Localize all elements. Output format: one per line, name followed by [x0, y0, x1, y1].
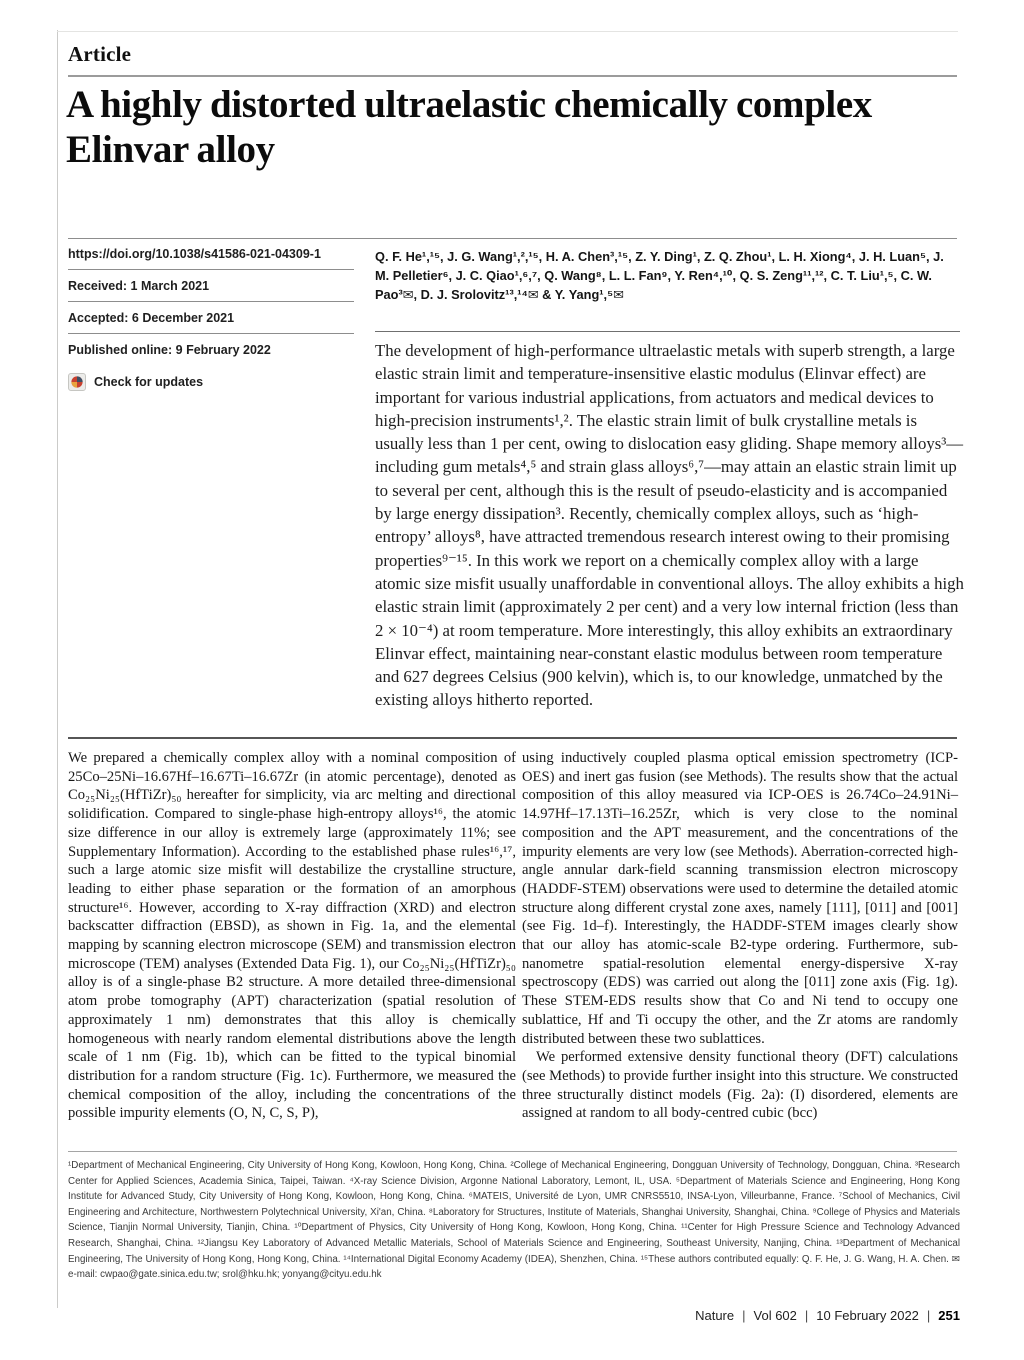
- footer-separator: |: [804, 1308, 809, 1323]
- affiliation-list: ¹Department of Mechanical Engineering, City University of Hong Kong, Kowloon, Hong Kong, China. ²College of Mechanical Engineering, Dongguan University of Technology, Dongguan, China. ³Research Center for Applied Sciences, Academia Sinica, Taipei, Taiwan. ⁴X-ray Science Division, Argonne National Laboratory, Lemont, IL, USA. ⁵Department of Materials Science and Engineering, Hong Kong Institute for Advanced Study, City University of Hong Kong, Kowloon, Hong Kong, China. ⁶MATEIS, Université de Lyon, UMR CNRS5510, INSA-Lyon, Villeurbanne, France. ⁷School of Mechanics, Civil Engineering and Architecture, Northwestern Polytechnical University, Xi'an, China. ⁸Laboratory for Structures, Institute of Materials, Shanghai University, Shanghai, China. ⁹College of Physics and Materials Science, Tianjin Normal University, Tianjin, China. ¹⁰Department of Physics, City University of Hong Kong, Kowloon, Hong Kong, China. ¹¹Center for High Pressure Science and Technology Advanced Research, Shanghai, China. ¹²Jiangsu Key Laboratory of Advanced Metallic Materials, School of Materials Science and Engineering, Southeast University, Nanjing, China. ¹³Department of Mechanical Engineering, The University of Hong Kong, Hong Kong, China. ¹⁴International Digital Economy Academy (IDEA), Shenzhen, China. ¹⁵These authors contributed equally: Q. F. He, J. G. Wang, H. A. Chen.: [68, 1160, 960, 1265]
- corresponding-email[interactable]: ✉e-mail: cwpao@gate.sinica.edu.tw; srol@hku.hk; yonyang@cityu.edu.hk: [68, 1253, 960, 1281]
- footnote-divider: [68, 1151, 957, 1152]
- body-paragraph: We prepared a chemically complex alloy with a nominal composition of 25Co–25Ni–16.67Hf–16.67Ti–16.67Zr (in atomic percentage), denoted as Co₂₅Ni₂₅(HfTiZr)₅₀ hereafter for simplicity, via arc melting and directional solidification. Compared to single-phase high-entropy alloys¹⁶, the atomic size difference in our alloy is extremely large (approximately 11%; see Supplementary Information). According to the established phase rules¹⁶,¹⁷, such a large atomic size misfit will destabilize the crystalline structure, leading to either phase separation or the formation of an amorphous structure¹⁶. However, according to X-ray diffraction (XRD) and electron backscatter diffraction (EBSD), as shown in Fig. 1a, and the elemental mapping by scanning electron microscope (SEM) and transmission electron microscope (TEM) analyses (Extended Data Fig. 1), our Co₂₅Ni₂₅(HfTiZr)₅₀ alloy is of a single-phase B2 structure. A more detailed three-dimensional atom probe tomography (APT) characterization (spatial resolution of approximately 1 nm) demonstrates that this alloy is chemically homogeneous with nearly random elemental distributions above the length scale of 1 nm (Fig. 1b), which can be fitted to the typical binomial distribution for a random structure (Fig. 1c). Furthermore, we measured the chemical composition of the alloy, including the concentrations of the possible impurity elements (O, N, C, S, P),: [68, 750, 516, 1122]
- body-paragraph: We performed extensive density functional theory (DFT) calculations (see Methods) to provide further insight into this structure. We constructed three structurally distinct models (Fig. 2a): (I) disordered, elements are assigned at random to all body-centred cubic (bcc): [522, 1049, 958, 1122]
- issue-date: 10 February 2022: [816, 1308, 919, 1323]
- page-footer: [695, 1308, 960, 1324]
- footer-separator: |: [742, 1308, 746, 1323]
- affiliations-footnotes: [68, 1158, 960, 1283]
- footer-separator: |: [926, 1308, 931, 1323]
- body-column-left: [68, 749, 516, 1123]
- received-date: Received: 1 March 2021: [68, 270, 354, 302]
- page-edge-line: [57, 30, 58, 1308]
- page-edge-line-top: [57, 31, 958, 32]
- crossmark-icon: [68, 373, 86, 391]
- check-for-updates-button[interactable]: [68, 373, 354, 391]
- page-title: A highly distorted ultraelastic chemically complex Elinvar alloy: [66, 83, 872, 171]
- published-date: Published online: 9 February 2022: [68, 343, 271, 357]
- doi-link[interactable]: https://doi.org/10.1038/s41586-021-04309-1: [68, 238, 354, 270]
- author-list: Q. F. He¹,¹⁵, J. G. Wang¹,²,¹⁵, H. A. Chen³,¹⁵, Z. Y. Ding¹, Z. Q. Zhou¹, L. H. Xiong⁴, J. H. Luan⁵, J. M. Pelletier⁶, J. C. Qiao¹,⁶,⁷, Q. Wang⁸, L. L. Fan⁹, Y. Ren⁴,¹⁰, Q. S. Zeng¹¹,¹², C. T. Liu¹,⁵, C. W. Pao³✉, D. J. Srolovitz¹³,¹⁴✉ & Y. Yang¹,⁵✉: [375, 249, 944, 302]
- body-paragraph: using inductively coupled plasma optical emission spectrometry (ICP-OES) and inert gas fusion (see Methods). The results show that the actual composition of this alloy measured via ICP-OES is 26.74Co–24.91Ni–14.97Hf–17.13Ti–16.25Zr, which is very close to the nominal composition and the APT measurement, and the concentrations of the impurity elements are very low (see Methods). Aberration-corrected high-angle annular dark-field scanning transmission electron microscopy (HADDF-STEM) observations were used to determine the detailed atomic structure along different crystal zone axes, namely [111], [011] and [001] (see Fig. 1d–f). Interestingly, the HADDF-STEM images clearly show that our alloy has atomic-scale B2-type ordering. Furthermore, sub-nanometre spatial-resolution elemental energy-dispersive X-ray spectroscopy (EDS) was carried out along the [011] zone axis (Fig. 1g). These STEM-EDS results show that Co and Ni tend to occupy one sublattice, Hf and Ti occupy the other, and the Zr atoms are randomly distributed between these two sublattices.: [522, 750, 958, 1047]
- body-divider: [68, 737, 957, 739]
- volume-label: Vol 602: [753, 1308, 797, 1323]
- kicker-divider: [68, 75, 957, 77]
- journal-name: Nature: [695, 1308, 735, 1323]
- page-number: 251: [938, 1308, 960, 1323]
- abstract-text: The development of high-performance ultraelastic metals with superb strength, a large elastic strain limit and temperature-insensitive elastic modulus (Elinvar effect) are important for various industrial applications, from actuators and medical devices to high-precision instruments¹,². The elastic strain limit of bulk crystalline metals is usually less than 1 per cent, owing to dislocation easy gliding. Shape memory alloys³—including gum metals⁴,⁵ and strain glass alloys⁶,⁷—may attain an elastic strain limit up to several per cent, although this is the result of pseudo-elasticity and is accompanied by large energy dissipation³. Recently, chemically complex alloys, such as ‘high-entropy’ alloys⁸, have attracted tremendous research interest owing to their promising properties⁹⁻¹⁵. In this work we report on a chemically complex alloy with a large atomic size misfit usually unaffordable in conventional alloys. The alloy exhibits a high elastic strain limit (approximately 2 per cent) and a very low internal friction (less than 2 × 10⁻⁴) at room temperature. More interestingly, this alloy exhibits an extraordinary Elinvar effect, maintaining near-constant elastic modulus between room temperature and 627 degrees Celsius (900 kelvin), which is, to our knowledge, unmatched by the existing alloys hitherto reported.: [375, 341, 964, 710]
- body-column-right: [522, 749, 958, 1123]
- accepted-date: Accepted: 6 December 2021: [68, 302, 354, 334]
- abstract-divider: [375, 331, 960, 332]
- check-for-updates-label: Check for updates: [94, 375, 204, 389]
- article-kicker: Article: [68, 42, 132, 66]
- article-metadata: [68, 238, 354, 391]
